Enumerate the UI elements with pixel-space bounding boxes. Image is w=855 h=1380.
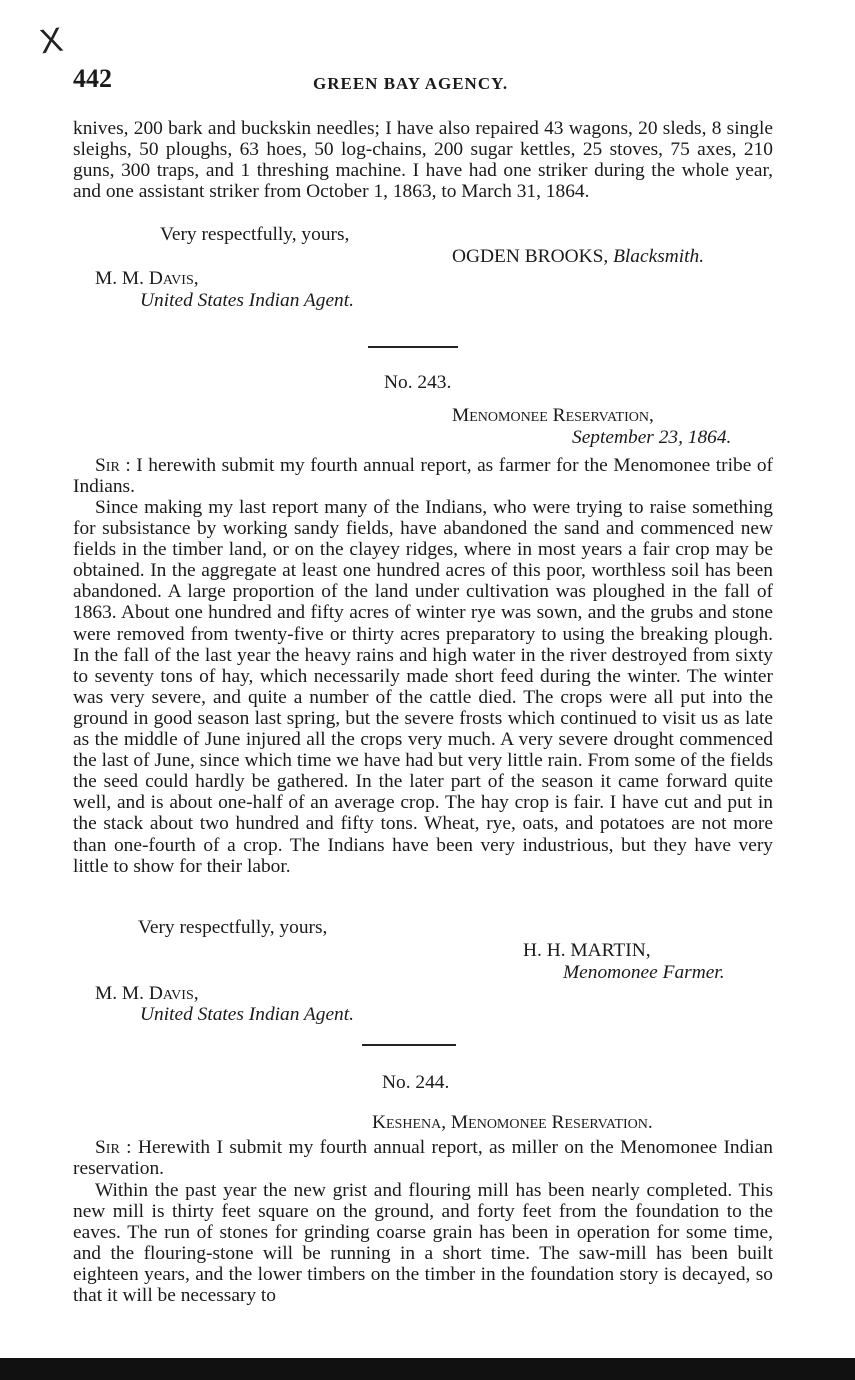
letter-242-signer-name: OGDEN BROOKS,: [452, 246, 609, 267]
letter-242-recipient-name: M. M. Davis,: [95, 268, 199, 289]
letter-243-signer-name: H. H. MARTIN,: [523, 940, 651, 961]
margin-mark: X: [37, 20, 66, 62]
letter-243-intro-text: I herewith submit my fourth annual report, as farmer for the Menomonee tribe of Indians.: [73, 455, 774, 498]
letter-242-body: knives, 200 bark and buckskin needles; I have also repaired 43 wagons, 20 sleds, 8 single sleighs, 50 ploughs, 63 hoes, 50 log-chains, 200 sugar kettles, 25 stoves, 75 axes, 210 guns, 300 traps, and 1 threshing machine. I have had one striker during the whole year, and one assistant striker from October 1, 1863, to March 31, 1864.: [73, 118, 773, 203]
letter-244-number: No. 244.: [382, 1072, 450, 1093]
letter-243-salutation: Sir :: [95, 455, 131, 476]
scan-bottom-edge: [0, 1358, 855, 1380]
letter-242-recipient-title: United States Indian Agent.: [140, 290, 354, 311]
letter-244-body: Within the past year the new grist and flouring mill has been nearly completed. This new mill is thirty feet square on the ground, and forty feet from the foundation to the eaves. The run of stones for grinding coarse grain has been in operation for some time, and the flouring-stone will be running in a short time. The saw-mill has been built eighteen years, and the lower timbers on the timber in the foundation story is decayed, so that it will be necessary to: [73, 1180, 773, 1307]
letter-243-signer-title: Menomonee Farmer.: [563, 962, 725, 983]
letter-242-signer-title: Blacksmith.: [613, 246, 705, 267]
letter-243-place: Menomonee Reservation,: [452, 405, 654, 426]
page-number: 442: [73, 64, 112, 93]
letter-243-recipient-name: M. M. Davis,: [95, 983, 199, 1004]
letter-243-number: No. 243.: [384, 372, 452, 393]
letter-244-salutation: Sir :: [95, 1137, 132, 1158]
letter-244-intro: [73, 1137, 773, 1179]
letter-243-date: September 23, 1864.: [572, 427, 732, 448]
letter-243-recipient-title: United States Indian Agent.: [140, 1004, 354, 1025]
letter-244-place: Keshena, Menomonee Reservation.: [372, 1112, 653, 1133]
page-header: [73, 64, 773, 98]
section-divider: [368, 346, 458, 348]
letter-242-signature: [452, 246, 704, 267]
letter-243-body: Since making my last report many of the Indians, who were trying to raise something for subsistance by working sandy fields, have abandoned the sand and commenced new fields in the timber land, or on the clayey ridges, where in most years a fair crop may be obtained. In the aggregate at least one hundred acres of this poor, worthless soil has been abandoned. A large proportion of the land under cultivation was ploughed in the fall of 1863. About one hundred and fifty acres of winter rye was sown, and the grubs and stone were removed from twenty-five or thirty acres preparatory to using the breaking plough. In the fall of the last year the heavy rains and high water in the river destroyed from sixty to seventy tons of hay, which necessarily made short feed during the winter. The winter was very severe, and quite a number of the cattle died. The crops were all put into the ground in good season last spring, but the severe frosts which continued to visit us as late as the middle of June injured all the crops very much. A very severe drought commenced the last of June, since which time we have had but very little rain. From some of the fields the seed could hardly be gathered. In the later part of the season it came forward quite well, and is about one-half of an average crop. The hay crop is fair. I have cut and put in the stack about two hundred and fifty tons. Wheat, rye, oats, and potatoes are not more than one-fourth of a crop. The Indians have been very industrious, but they have very little to show for their labor.: [73, 497, 773, 877]
section-divider-2: [362, 1044, 456, 1046]
letter-244-intro-text: Herewith I submit my fourth annual report, as miller on the Menomonee Indian reservation.: [73, 1137, 773, 1180]
letter-242-closing: Very respectfully, yours,: [160, 224, 350, 245]
letter-243-closing: Very respectfully, yours,: [138, 917, 328, 938]
letter-243-intro: [73, 455, 773, 497]
running-title: GREEN BAY AGENCY.: [313, 74, 509, 93]
